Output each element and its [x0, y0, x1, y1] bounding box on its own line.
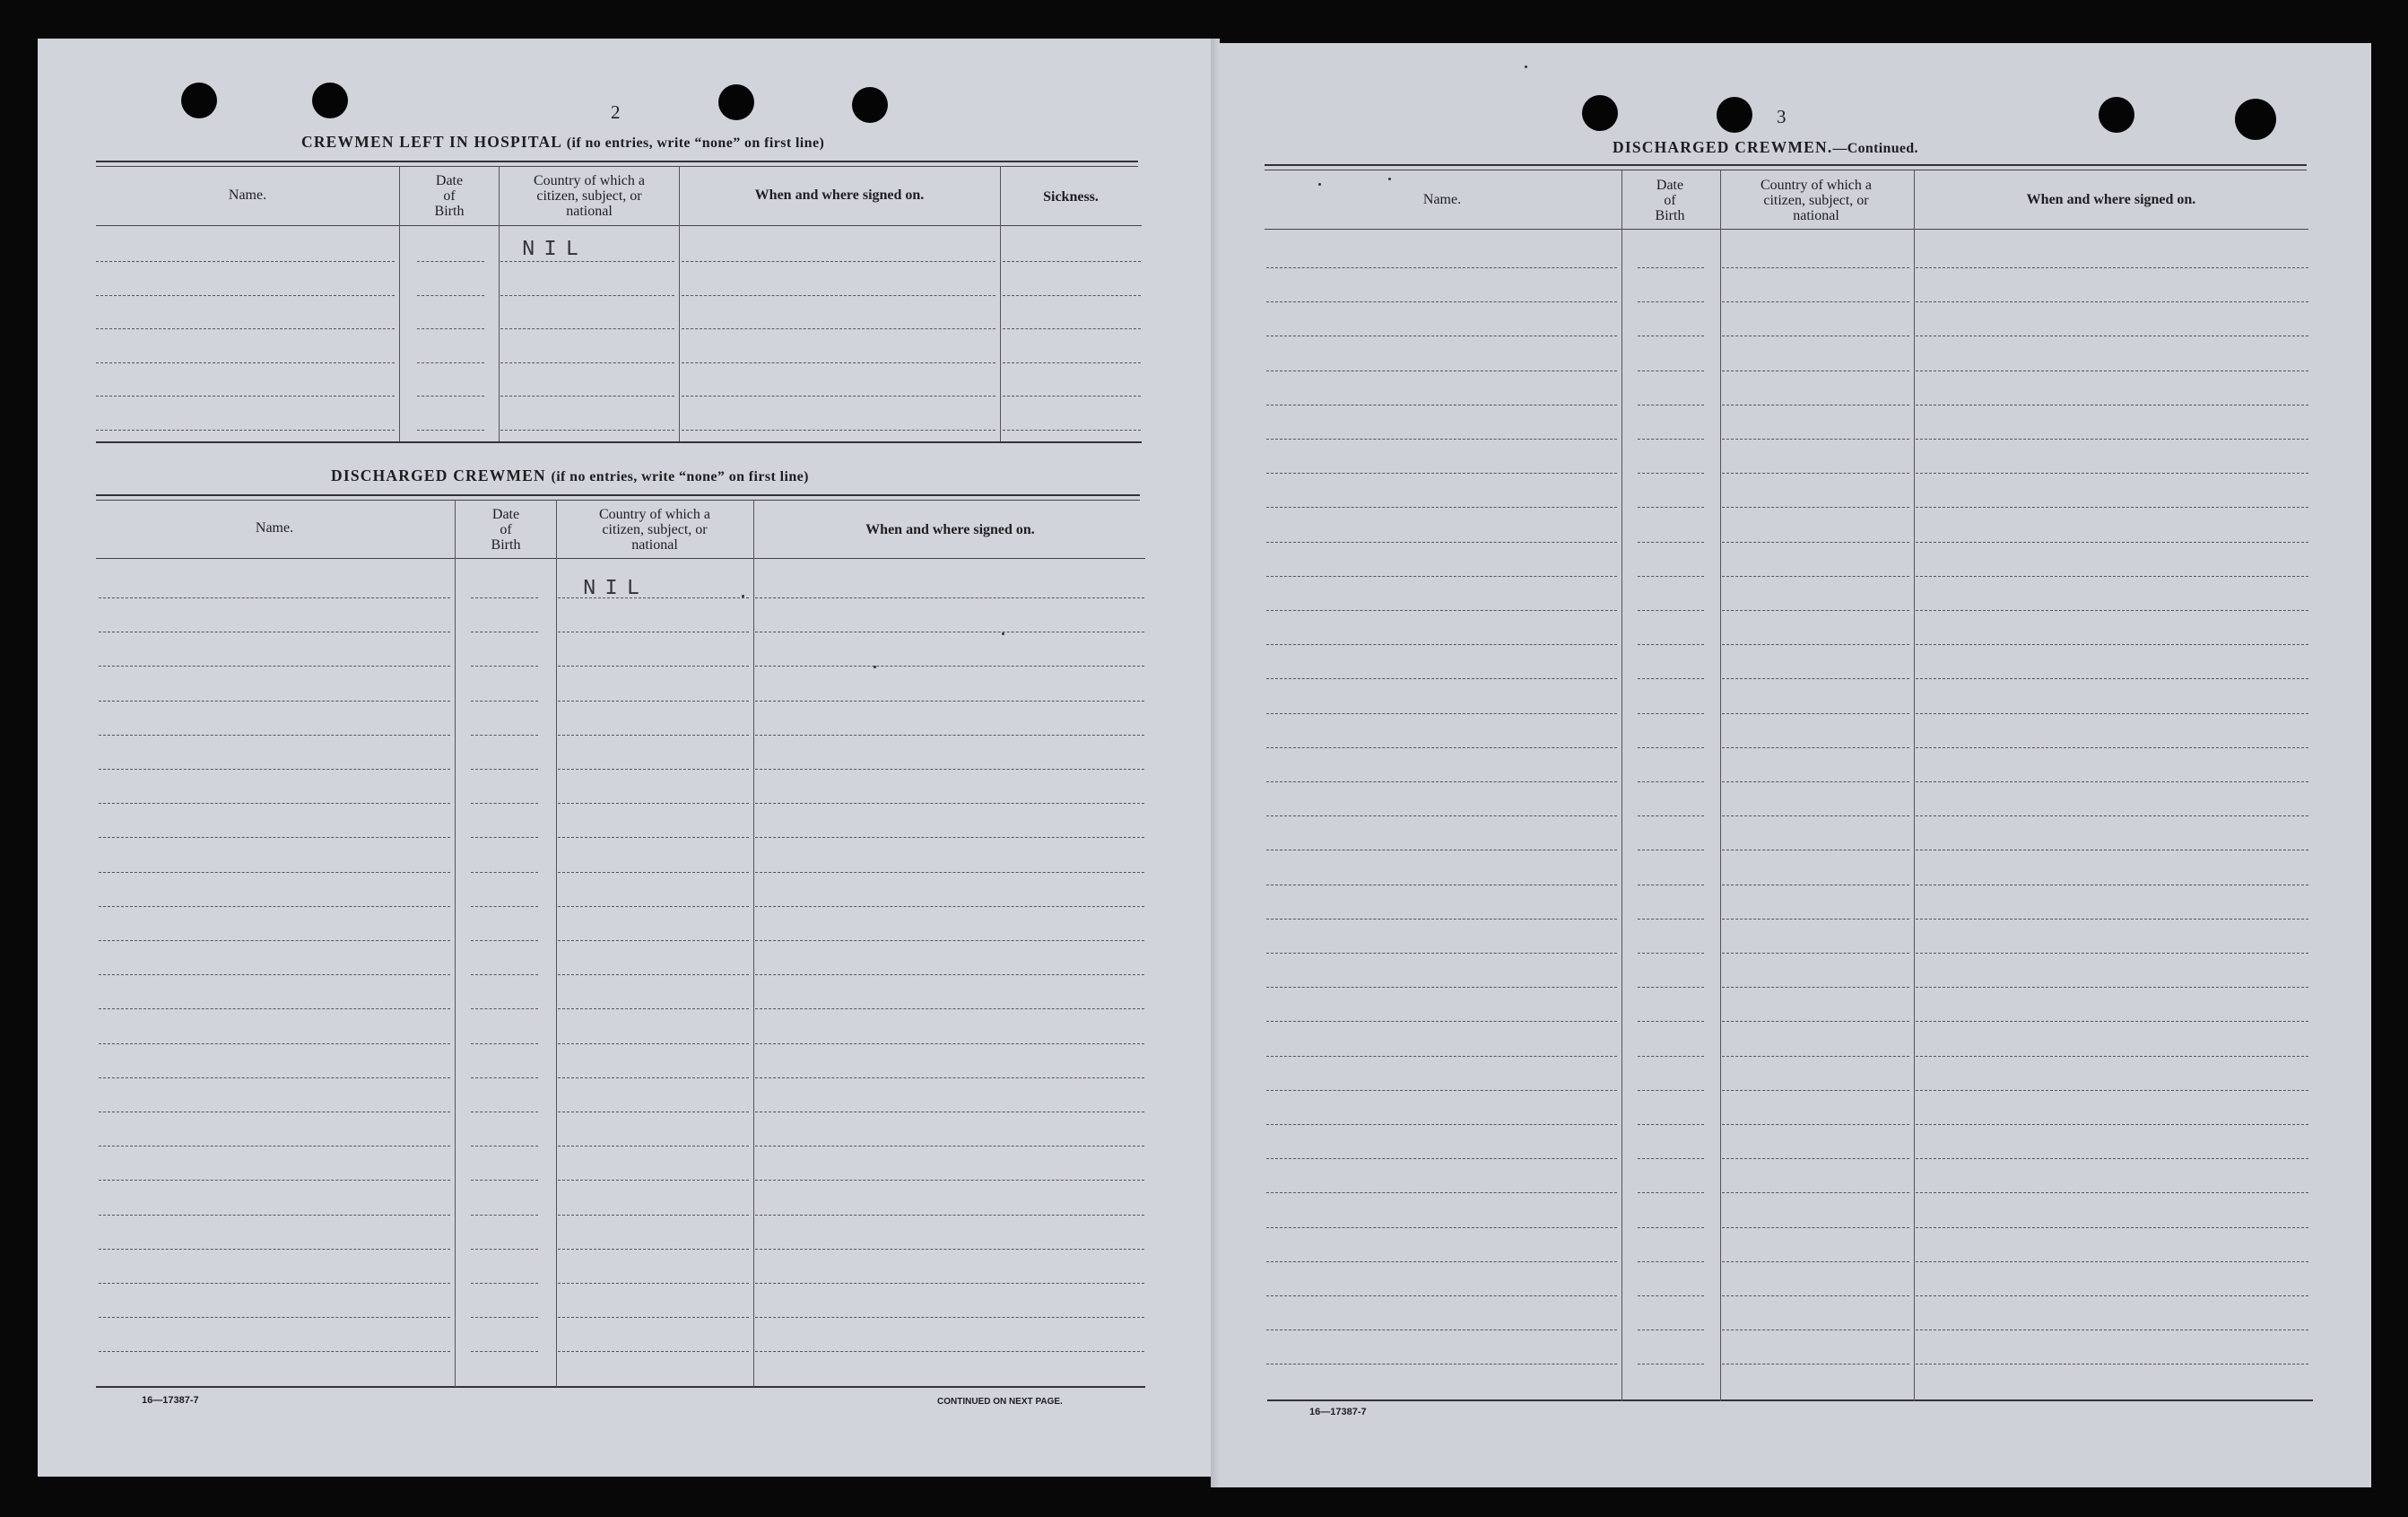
ruled-line [558, 1043, 749, 1044]
ruled-line [1638, 267, 1704, 268]
ruled-line [558, 1180, 749, 1181]
ruled-line [755, 837, 1144, 838]
ruled-line [1916, 1124, 2308, 1125]
country-line: national [1793, 208, 1839, 223]
ruled-line [96, 362, 395, 363]
discharged-header-rule [96, 558, 1145, 559]
ruled-line [755, 701, 1144, 702]
punch-hole [1582, 95, 1618, 131]
right-header-name: Name. [1422, 192, 1462, 207]
ruled-line [500, 328, 674, 329]
ruled-line [1722, 301, 1909, 302]
ruled-line [1266, 1056, 1617, 1057]
punch-hole [2235, 99, 2276, 140]
ruled-line [1003, 261, 1141, 262]
discharged-nil-entry: NIL [583, 577, 649, 601]
country-line: Country of which a [599, 507, 710, 522]
ruled-line [1638, 919, 1704, 920]
hospital-header-signed: When and where signed on. [754, 187, 925, 203]
column-divider [499, 167, 500, 441]
country-line: citizen, subject, or [602, 522, 708, 537]
speck [1002, 632, 1004, 635]
ruled-line [96, 261, 395, 262]
ruled-line [558, 735, 749, 736]
dob-line: Date [491, 507, 520, 522]
ruled-line [1916, 1158, 2308, 1159]
ruled-line [96, 396, 395, 397]
ruled-line [471, 906, 538, 907]
ruled-line [1638, 953, 1704, 954]
dob-line: Birth [1655, 208, 1685, 223]
hospital-header-rule [96, 225, 1142, 226]
right-title-suffix: —Continued. [1832, 141, 1918, 156]
ruled-line [1638, 1021, 1704, 1022]
ruled-line [1722, 542, 1909, 543]
right-top-rule [1265, 164, 2307, 166]
ruled-line [1916, 713, 2308, 714]
ruled-line [1266, 610, 1617, 611]
right-header-country [1720, 178, 1912, 223]
ruled-line [1638, 301, 1704, 302]
ruled-line [1722, 1090, 1909, 1091]
ruled-line [99, 701, 450, 702]
ruled-line [1638, 713, 1704, 714]
ruled-line [417, 295, 484, 296]
ruled-line [1638, 1158, 1704, 1159]
ruled-line [1638, 1056, 1704, 1057]
discharged-header-name: Name. [255, 520, 294, 536]
country-line: Country of which a [534, 173, 645, 188]
ruled-line [1722, 1261, 1909, 1262]
ruled-line [1003, 430, 1141, 431]
hospital-section-title [301, 133, 824, 152]
ruled-line [417, 430, 484, 431]
ruled-line [471, 735, 538, 736]
ruled-line [1266, 1295, 1617, 1296]
speck [1318, 183, 1321, 186]
ruled-line [1638, 1295, 1704, 1296]
ruled-line [1916, 1295, 2308, 1296]
ruled-line [558, 872, 749, 873]
ruled-line [99, 1180, 450, 1181]
ruled-line [471, 837, 538, 838]
ruled-line [558, 1317, 749, 1318]
ruled-line [682, 430, 995, 431]
ruled-line [1638, 987, 1704, 988]
ruled-line [96, 328, 395, 329]
ruled-line [1638, 678, 1704, 679]
ruled-line [1638, 1124, 1704, 1125]
ruled-line [1722, 267, 1909, 268]
punch-hole [718, 84, 754, 120]
speck [1525, 65, 1527, 68]
ruled-line [1266, 542, 1617, 543]
ruled-line [558, 906, 749, 907]
ruled-line [417, 396, 484, 397]
ruled-line [99, 1283, 450, 1284]
ruled-line [500, 362, 674, 363]
ruled-line [1916, 987, 2308, 988]
ruled-line [755, 1317, 1144, 1318]
discharged-header-signed: When and where signed on. [865, 522, 1035, 537]
ruled-line [99, 597, 450, 598]
ruled-line [1916, 542, 2308, 543]
ruled-line [682, 328, 995, 329]
ruled-line [99, 906, 450, 907]
ruled-line [1916, 1021, 2308, 1022]
ruled-line [471, 1351, 538, 1352]
left-page [38, 39, 1214, 1477]
ruled-line [1722, 919, 1909, 920]
ruled-line [755, 1283, 1144, 1284]
ruled-line [558, 803, 749, 804]
ruled-line [1266, 747, 1617, 748]
ruled-line [1722, 678, 1909, 679]
ruled-line [1916, 781, 2308, 782]
continued-note: CONTINUED ON NEXT PAGE. [937, 1397, 1063, 1407]
ruled-line [1638, 542, 1704, 543]
ruled-line [417, 328, 484, 329]
ruled-line [99, 735, 450, 736]
speck [742, 595, 744, 597]
ruled-line [1266, 1261, 1617, 1262]
ruled-line [99, 1215, 450, 1216]
ruled-line [1722, 1158, 1909, 1159]
ruled-line [1266, 1158, 1617, 1159]
ruled-line [471, 872, 538, 873]
ruled-line [500, 430, 674, 431]
ruled-line [99, 769, 450, 770]
hospital-top-rule-2 [96, 166, 1138, 167]
ruled-line [1916, 507, 2308, 508]
discharged-top-rule-2 [96, 500, 1140, 501]
ruled-line [471, 1283, 538, 1284]
ruled-line [1266, 507, 1617, 508]
column-divider [1000, 167, 1001, 441]
ruled-line [755, 1180, 1144, 1181]
dob-line: of [443, 188, 456, 204]
ruled-line [1722, 713, 1909, 714]
ruled-line [471, 1249, 538, 1250]
ruled-line [96, 295, 395, 296]
discharged-header-country [558, 507, 752, 553]
ruled-line [99, 1008, 450, 1009]
ruled-line [755, 1077, 1144, 1078]
ruled-line [1722, 747, 1909, 748]
dob-line: of [1664, 193, 1676, 208]
punch-hole [852, 87, 888, 123]
ruled-line [755, 597, 1144, 598]
column-divider [679, 167, 680, 441]
ruled-line [99, 837, 450, 838]
ruled-line [1266, 1021, 1617, 1022]
ruled-line [1722, 1021, 1909, 1022]
ruled-line [471, 1077, 538, 1078]
hospital-header-dob [401, 173, 498, 219]
ruled-line [99, 940, 450, 941]
ruled-line [99, 1351, 450, 1352]
hospital-nil-entry: NIL [522, 238, 588, 262]
discharged-title-text: DISCHARGED CREWMEN [331, 466, 546, 484]
hospital-header-name: Name. [228, 187, 267, 203]
dob-line: Date [1656, 178, 1684, 193]
ruled-line [471, 1215, 538, 1216]
ruled-line [1916, 301, 2308, 302]
ruled-line [1638, 1227, 1704, 1228]
right-bottom-rule [1267, 1399, 2313, 1401]
ruled-line [1722, 987, 1909, 988]
ruled-line [99, 872, 450, 873]
country-line: citizen, subject, or [1763, 193, 1869, 208]
discharged-instruction: (if no entries, write “none” on first line) [551, 469, 809, 484]
ruled-line [1916, 953, 2308, 954]
dob-line: Birth [434, 204, 465, 219]
ruled-line [99, 1249, 450, 1250]
ruled-line [755, 906, 1144, 907]
ruled-line [1638, 1192, 1704, 1193]
ruled-line [471, 1008, 538, 1009]
ruled-line [1638, 644, 1704, 645]
ruled-line [682, 295, 995, 296]
ruled-line [471, 1043, 538, 1044]
right-page [1214, 43, 2371, 1487]
ruled-line [1722, 1124, 1909, 1125]
page-gutter [1211, 39, 1220, 1487]
form-number: 16—17387-7 [1309, 1407, 1367, 1417]
ruled-line [1266, 1090, 1617, 1091]
page-number: 3 [1777, 106, 1786, 127]
ruled-line [755, 666, 1144, 667]
ruled-line [1916, 610, 2308, 611]
ruled-line [1916, 1261, 2308, 1262]
ruled-line [1722, 473, 1909, 474]
hospital-bottom-rule [96, 441, 1142, 443]
hospital-title-text: CREWMEN LEFT IN HOSPITAL [301, 133, 562, 151]
ruled-line [1266, 1227, 1617, 1228]
ruled-line [99, 974, 450, 975]
ruled-line [1266, 1192, 1617, 1193]
ruled-line [1266, 919, 1617, 920]
ruled-line [99, 1317, 450, 1318]
ruled-line [1916, 1192, 2308, 1193]
ruled-line [755, 974, 1144, 975]
ruled-line [1003, 396, 1141, 397]
dob-line: of [500, 522, 512, 537]
ruled-line [1722, 439, 1909, 440]
column-divider [556, 501, 557, 1387]
ruled-line [1722, 1056, 1909, 1057]
ruled-line [1916, 1227, 2308, 1228]
ruled-line [1916, 644, 2308, 645]
ruled-line [99, 1077, 450, 1078]
ruled-line [558, 1008, 749, 1009]
hospital-instruction: (if no entries, write “none” on first line) [566, 135, 825, 151]
column-divider [399, 167, 400, 441]
page-number: 2 [611, 101, 621, 123]
ruled-line [755, 1008, 1144, 1009]
ruled-line [1722, 781, 1909, 782]
ruled-line [1638, 576, 1704, 577]
form-number: 16—17387-7 [142, 1395, 199, 1406]
ruled-line [1722, 953, 1909, 954]
ruled-line [558, 666, 749, 667]
ruled-line [1266, 267, 1617, 268]
ruled-line [755, 940, 1144, 941]
ruled-line [682, 261, 995, 262]
ruled-line [558, 1351, 749, 1352]
ruled-line [558, 974, 749, 975]
ruled-line [682, 396, 995, 397]
ruled-line [1266, 301, 1617, 302]
hospital-header-sickness: Sickness. [1043, 189, 1099, 205]
ruled-line [471, 597, 538, 598]
ruled-line [1916, 1090, 2308, 1091]
ruled-line [1916, 1056, 2308, 1057]
column-divider [753, 501, 754, 1387]
ruled-line [471, 1317, 538, 1318]
ruled-line [558, 837, 749, 838]
ruled-line [1638, 815, 1704, 816]
ruled-line [755, 803, 1144, 804]
ruled-line [1638, 747, 1704, 748]
discharged-top-rule [96, 494, 1140, 496]
ruled-line [1916, 439, 2308, 440]
ruled-line [1266, 473, 1617, 474]
ruled-line [1003, 295, 1141, 296]
column-divider [1720, 170, 1721, 1401]
ruled-line [1916, 267, 2308, 268]
ruled-line [96, 430, 395, 431]
dob-line: Birth [491, 537, 521, 553]
ruled-line [1722, 644, 1909, 645]
ruled-line [1722, 1295, 1909, 1296]
ruled-line [1638, 439, 1704, 440]
ruled-line [1916, 473, 2308, 474]
ruled-line [1722, 1192, 1909, 1193]
ruled-line [558, 1249, 749, 1250]
ruled-line [1003, 328, 1141, 329]
ruled-line [1266, 815, 1617, 816]
ruled-line [471, 769, 538, 770]
right-header-dob [1621, 178, 1718, 223]
ruled-line [755, 1351, 1144, 1352]
ruled-line [1266, 713, 1617, 714]
ruled-line [1916, 919, 2308, 920]
ruled-line [1266, 987, 1617, 988]
column-divider [1621, 170, 1622, 1401]
ruled-line [471, 803, 538, 804]
speck [874, 666, 876, 668]
ruled-line [471, 940, 538, 941]
ruled-line [1722, 1227, 1909, 1228]
ruled-line [1266, 644, 1617, 645]
ruled-line [471, 974, 538, 975]
country-line: national [566, 204, 613, 219]
right-header-rule [1265, 229, 2308, 230]
ruled-line [417, 261, 484, 262]
ruled-line [1266, 953, 1617, 954]
column-divider [455, 501, 456, 1387]
country-line: national [631, 537, 678, 553]
ruled-line [682, 362, 995, 363]
ruled-line [99, 1043, 450, 1044]
discharged-bottom-rule [96, 1386, 1145, 1388]
ruled-line [1638, 1261, 1704, 1262]
ruled-line [1266, 678, 1617, 679]
ruled-line [558, 940, 749, 941]
ruled-line [1266, 439, 1617, 440]
ruled-line [1266, 1124, 1617, 1125]
ruled-line [471, 1180, 538, 1181]
ruled-line [1722, 815, 1909, 816]
punch-hole [2099, 97, 2134, 133]
punch-hole [312, 83, 348, 118]
ruled-line [558, 1215, 749, 1216]
ruled-line [1916, 576, 2308, 577]
ruled-line [755, 769, 1144, 770]
ruled-line [1916, 815, 2308, 816]
ruled-line [1916, 747, 2308, 748]
ruled-line [558, 1077, 749, 1078]
ruled-line [99, 803, 450, 804]
ruled-line [755, 1215, 1144, 1216]
ruled-line [1003, 362, 1141, 363]
ruled-line [1916, 678, 2308, 679]
ruled-line [755, 1043, 1144, 1044]
ruled-line [1638, 781, 1704, 782]
ruled-line [558, 701, 749, 702]
hospital-top-rule [96, 161, 1138, 162]
country-line: Country of which a [1760, 178, 1872, 193]
dob-line: Date [435, 173, 464, 188]
ruled-line [1638, 1090, 1704, 1091]
discharged-section-title [331, 466, 809, 485]
ruled-line [500, 396, 674, 397]
ruled-line [1638, 507, 1704, 508]
ruled-line [755, 1249, 1144, 1250]
right-header-signed: When and where signed on. [2026, 192, 2196, 207]
ruled-line [1638, 473, 1704, 474]
ruled-line [1266, 781, 1617, 782]
ruled-line [1266, 576, 1617, 577]
ruled-line [99, 666, 450, 667]
right-title-text: DISCHARGED CREWMEN. [1613, 138, 1833, 156]
column-divider [1914, 170, 1915, 1401]
ruled-line [755, 735, 1144, 736]
punch-hole [1717, 97, 1752, 133]
ruled-line [417, 362, 484, 363]
ruled-line [500, 295, 674, 296]
ruled-line [1722, 610, 1909, 611]
ruled-line [471, 666, 538, 667]
speck [1388, 178, 1391, 180]
ruled-line [755, 872, 1144, 873]
ruled-line [1638, 610, 1704, 611]
punch-hole [181, 83, 217, 118]
ruled-line [1722, 576, 1909, 577]
ruled-line [558, 1283, 749, 1284]
ruled-line [471, 701, 538, 702]
discharged-header-dob [456, 507, 556, 553]
right-section-title [1613, 138, 1918, 157]
ruled-line [558, 769, 749, 770]
ruled-line [1722, 507, 1909, 508]
hospital-header-country [500, 173, 679, 219]
country-line: citizen, subject, or [536, 188, 642, 204]
